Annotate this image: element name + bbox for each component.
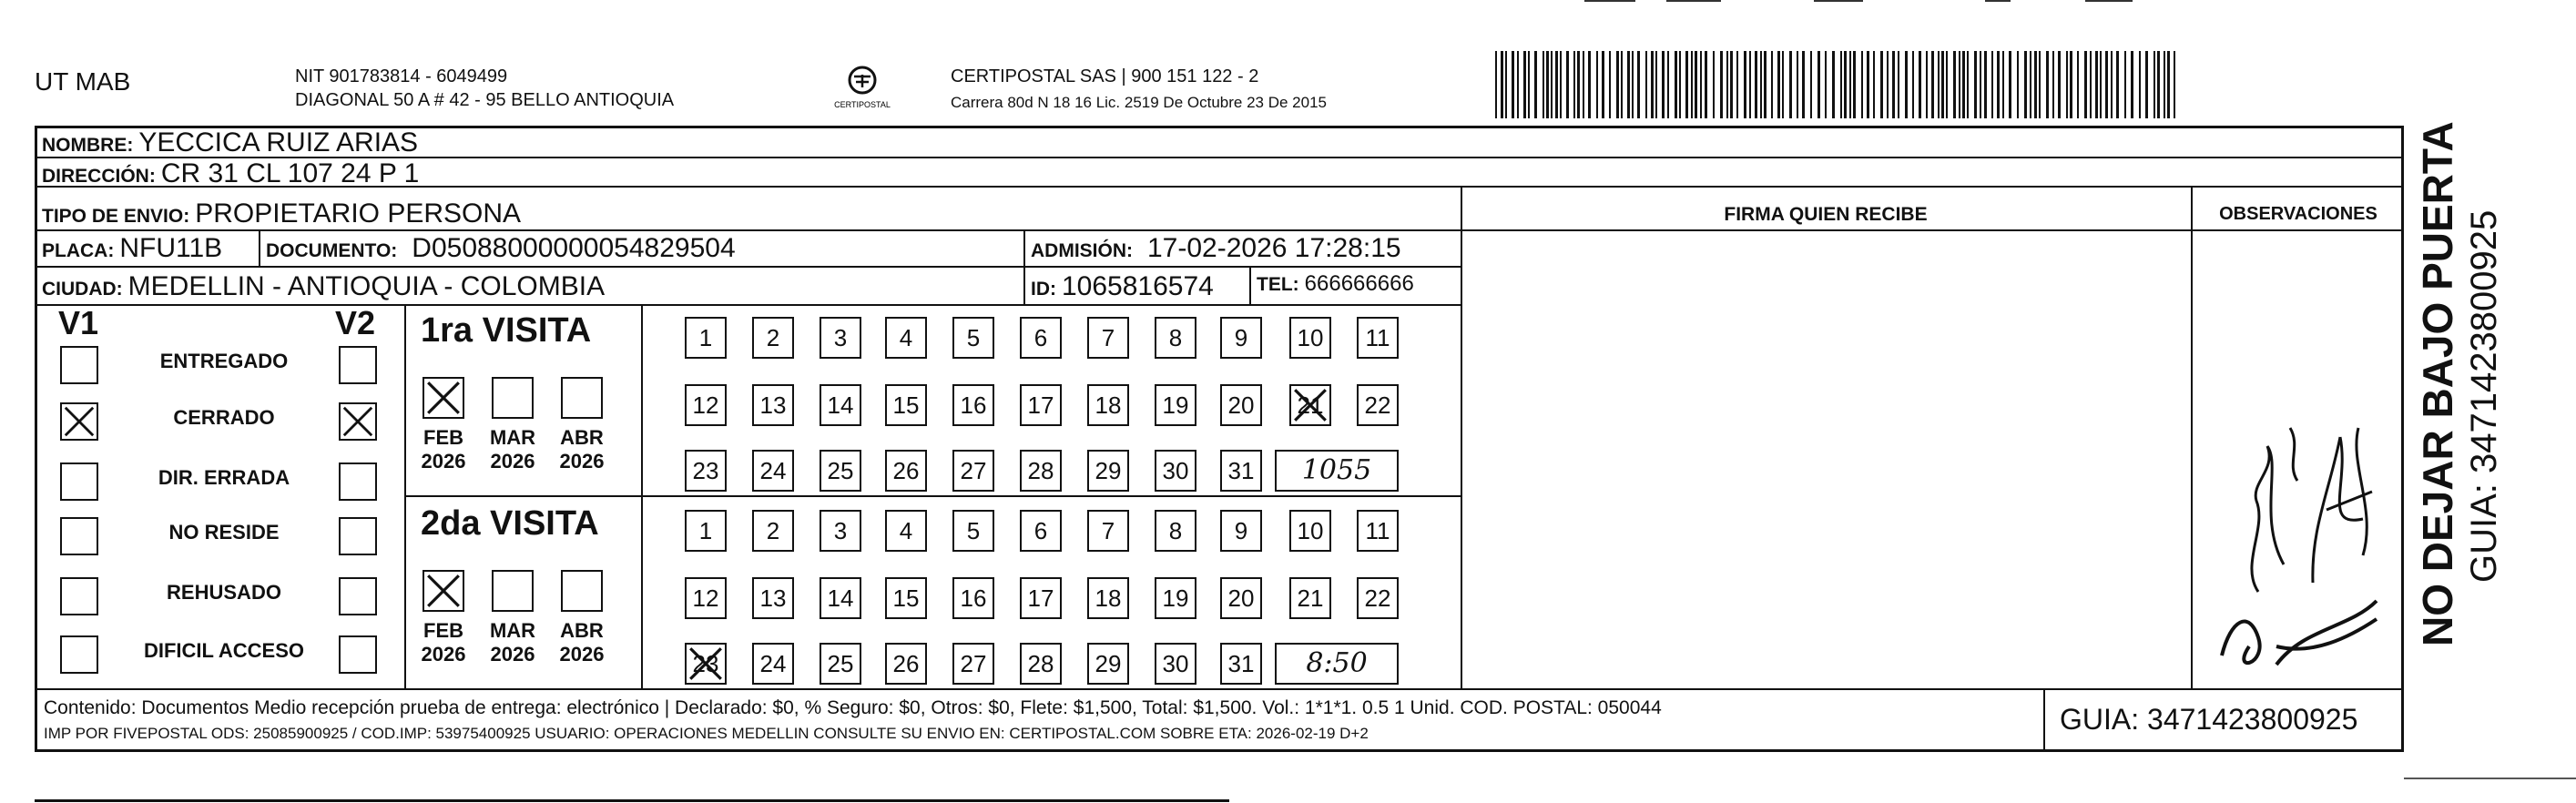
day-box[interactable]: 20 [1220, 384, 1262, 426]
time-box[interactable]: 1055 [1275, 450, 1399, 492]
day-box[interactable]: 22 [1357, 384, 1399, 426]
month-label [412, 426, 475, 473]
barcode-bar [1627, 51, 1630, 118]
v2-label: V2 [335, 304, 376, 341]
bottom-line [2404, 778, 2576, 779]
month-name: FEB [423, 619, 463, 642]
barcode-bar [1616, 51, 1619, 118]
barcode-bar [1695, 51, 1697, 118]
barcode-bar [1861, 51, 1863, 118]
barcode-bar [1523, 51, 1526, 118]
month-checkbox[interactable] [423, 377, 464, 419]
tipo-envio-label: TIPO DE ENVIO: [42, 206, 190, 227]
barcode-bar [1946, 51, 1948, 118]
barcode-bar [2009, 51, 2011, 118]
day-box[interactable]: 9 [1220, 510, 1262, 552]
barcode-bar [1984, 51, 1987, 118]
month-year: 2026 [421, 643, 466, 666]
barcode-bar [1495, 51, 1497, 118]
col-divider [2043, 688, 2045, 752]
day-box[interactable]: 30 [1155, 643, 1196, 685]
barcode-bar [1760, 51, 1762, 118]
barcode-bar [1938, 51, 1940, 118]
barcode-bar [1528, 51, 1530, 118]
barcode-bar [1912, 51, 1914, 118]
day-box[interactable]: 18 [1087, 384, 1129, 426]
v2-checkbox[interactable] [339, 577, 377, 615]
col-divider [2191, 186, 2193, 688]
month-checkbox[interactable] [492, 570, 534, 612]
month-label [481, 426, 545, 473]
status-label: NO RESIDE [168, 521, 280, 544]
day-box[interactable]: 21 [1289, 384, 1331, 426]
day-box[interactable]: 2 [752, 317, 794, 359]
placa-value: NFU11B [119, 233, 223, 263]
v2-checkbox[interactable] [339, 346, 377, 384]
barcode-bar [1651, 51, 1654, 118]
barcode-bar [1501, 51, 1503, 118]
barcode-bar [1919, 51, 1921, 118]
barcode-bar [1609, 51, 1611, 118]
month-year: 2026 [559, 643, 605, 666]
tipo-envio-value: PROPIETARIO PERSONA [195, 198, 522, 229]
barcode-bar [2164, 51, 2165, 118]
id-row [1031, 271, 1214, 302]
barcode-bar [1596, 51, 1598, 118]
barcode-bar [1505, 51, 1507, 118]
day-box[interactable]: 24 [752, 643, 794, 685]
top-mark [2085, 0, 2133, 2]
day-box[interactable]: 16 [952, 384, 994, 426]
barcode-bar [1974, 51, 1977, 118]
barcode-bar [1782, 51, 1784, 118]
tel-label: TEL: [1257, 274, 1299, 295]
day-box[interactable]: 14 [820, 577, 861, 619]
month-name: ABR [560, 619, 604, 642]
footer-guia: GUIA: 3471423800925 [2060, 703, 2358, 736]
day-box[interactable]: 15 [885, 384, 927, 426]
day-box[interactable]: 28 [1020, 450, 1062, 492]
day-box[interactable]: 27 [952, 450, 994, 492]
documento-value: D05088000000054829504 [412, 233, 736, 263]
v1-checkbox[interactable] [60, 346, 98, 384]
barcode-bar [1577, 51, 1580, 118]
barcode-bar [2058, 51, 2061, 118]
barcode-bar [1632, 51, 1634, 118]
tel-value: 666666666 [1304, 271, 1414, 296]
cross-mark-icon [424, 572, 463, 610]
barcode-bar [1931, 51, 1934, 118]
barcode-bar [1771, 51, 1773, 118]
day-box[interactable]: 3 [820, 510, 861, 552]
barcode-bar [1749, 51, 1751, 118]
barcode-bar [1662, 51, 1665, 118]
barcode-bar [2024, 51, 2027, 118]
id-value: 1065816574 [1062, 271, 1214, 301]
logo-text: CERTIPOSTAL [834, 100, 891, 109]
barcode-bar [1555, 51, 1558, 118]
barcode-bar [1905, 51, 1908, 118]
day-box[interactable]: 1 [685, 317, 727, 359]
admision-value: 17-02-2026 17:28:15 [1147, 233, 1401, 263]
top-mark [1985, 0, 2011, 2]
side-guia: GUIA: 3471423800925 [2464, 209, 2504, 583]
day-box[interactable]: 31 [1220, 643, 1262, 685]
direccion-label: DIRECCIÓN: [42, 166, 156, 187]
barcode-bar [2157, 51, 2160, 118]
day-box[interactable]: 7 [1087, 317, 1129, 359]
barcode-bar [1705, 51, 1707, 118]
day-box[interactable]: 6 [1020, 510, 1062, 552]
v2-checkbox[interactable] [339, 402, 377, 441]
v1-checkbox[interactable] [60, 577, 98, 615]
day-box[interactable]: 18 [1087, 577, 1129, 619]
bottom-line [35, 799, 1229, 802]
top-mark [1814, 0, 1863, 2]
day-box[interactable]: 6 [1020, 317, 1062, 359]
barcode-bar [1691, 51, 1693, 118]
barcode-bar [2105, 51, 2108, 118]
month-year: 2026 [490, 643, 535, 666]
day-box[interactable]: 28 [1020, 643, 1062, 685]
day-box[interactable]: 23 [685, 450, 727, 492]
barcode-bar [2052, 51, 2054, 118]
barcode-bar [1546, 51, 1549, 118]
barcode-bar [2084, 51, 2087, 118]
tel-row [1257, 271, 1414, 297]
barcode-bar [1777, 51, 1780, 118]
month-year: 2026 [559, 450, 605, 473]
status-label: CERRADO [173, 406, 275, 429]
day-box[interactable]: 11 [1357, 510, 1399, 552]
day-box[interactable]: 17 [1020, 384, 1062, 426]
nombre-value: YECCICA RUIZ ARIAS [138, 127, 419, 158]
ciudad-row [42, 271, 605, 302]
day-box[interactable]: 13 [752, 577, 794, 619]
barcode-bar [1991, 51, 1993, 118]
day-box[interactable]: 4 [885, 317, 927, 359]
barcode-bar [2090, 51, 2092, 118]
barcode-bar [1736, 51, 1738, 118]
day-box[interactable]: 21 [1289, 577, 1331, 619]
day-box[interactable]: 29 [1087, 450, 1129, 492]
barcode-bar [1926, 51, 1928, 118]
sender-name: UT MAB [35, 67, 131, 96]
barcode-bar [1713, 51, 1715, 118]
day-box[interactable]: 31 [1220, 450, 1262, 492]
status-label: ENTREGADO [159, 350, 289, 372]
observaciones-handwriting [2204, 382, 2395, 683]
barcode-bar [1679, 51, 1681, 118]
cross-mark-icon [1291, 386, 1329, 424]
visit-title: 1ra VISITA [421, 311, 592, 350]
col-divider [259, 229, 260, 266]
barcode-bar [2002, 51, 2004, 118]
day-box[interactable]: 19 [1155, 384, 1196, 426]
day-box[interactable]: 3 [820, 317, 861, 359]
day-box[interactable]: 11 [1357, 317, 1399, 359]
v1-checkbox[interactable] [60, 462, 98, 501]
v2-checkbox[interactable] [339, 517, 377, 555]
sender-address: DIAGONAL 50 A # 42 - 95 BELLO ANTIOQUIA [295, 90, 675, 110]
barcode-bar [1543, 51, 1544, 118]
barcode-bar [1892, 51, 1895, 118]
v1-checkbox[interactable] [60, 402, 98, 441]
barcode-bar [1953, 51, 1956, 118]
barcode-bar [2145, 51, 2148, 118]
barcode-bar [2034, 51, 2037, 118]
day-box[interactable]: 10 [1289, 510, 1331, 552]
v2-checkbox[interactable] [339, 635, 377, 674]
month-label [481, 619, 545, 666]
cross-mark-icon [424, 379, 463, 417]
barcode-bar [2116, 51, 2119, 118]
day-box[interactable]: 29 [1087, 643, 1129, 685]
day-box[interactable]: 13 [752, 384, 794, 426]
status-label: DIR. ERRADA [158, 466, 290, 489]
day-box[interactable]: 8 [1155, 317, 1196, 359]
barcode-bar [1887, 51, 1889, 118]
barcode-bar [1810, 51, 1812, 118]
month-checkbox[interactable] [561, 377, 603, 419]
barcode-bar [1980, 51, 1981, 118]
barcode-bar [1832, 51, 1835, 118]
month-checkbox[interactable] [423, 570, 464, 612]
barcode-bar [1941, 51, 1944, 118]
admision-row [1031, 233, 1401, 264]
day-box[interactable]: 25 [820, 643, 861, 685]
documento-label: DOCUMENTO: [266, 240, 398, 261]
barcode-bar [1512, 51, 1514, 118]
top-mark [1666, 0, 1721, 2]
col-divider [1461, 186, 1462, 688]
barcode-bar [1517, 51, 1519, 118]
placa-label: PLACA: [42, 240, 115, 261]
barcode-bar [2077, 51, 2079, 118]
barcode-bar [1997, 51, 2000, 118]
day-box[interactable]: 7 [1087, 510, 1129, 552]
v1-checkbox[interactable] [60, 635, 98, 674]
barcode-bar [2131, 51, 2133, 118]
day-box[interactable]: 15 [885, 577, 927, 619]
month-name: ABR [560, 426, 604, 449]
month-label [412, 619, 475, 666]
barcode-bar [1667, 51, 1669, 118]
day-box[interactable]: 10 [1289, 317, 1331, 359]
day-box[interactable]: 23 [685, 643, 727, 685]
barcode-bar [2111, 51, 2113, 118]
side-warning: NO DEJAR BAJO PUERTA [2414, 121, 2461, 646]
col-divider [1023, 229, 1025, 304]
barcode-bar [1797, 51, 1798, 118]
barcode-bar [1802, 51, 1805, 118]
barcode-bar [1726, 51, 1728, 118]
cross-mark-icon [687, 645, 725, 683]
id-label: ID: [1031, 279, 1056, 300]
barcode-bar [2066, 51, 2068, 118]
footer-line2: IMP POR FIVEPOSTAL ODS: 25085900925 / COD.IMP: 53975400925 USUARIO: OPERACIONES MEDELLIN CONSULTE SU ENVIO EN: CERTIPOSTAL.COM SOBRE ETA: 2026-02-19 D+2 [44, 725, 1369, 742]
barcode-bar [2017, 51, 2019, 118]
day-box[interactable]: 17 [1020, 577, 1062, 619]
barcode-bar [1621, 51, 1623, 118]
month-year: 2026 [421, 450, 466, 473]
v1-checkbox[interactable] [60, 517, 98, 555]
visit-title: 2da VISITA [421, 504, 599, 543]
tipo-envio-row [42, 198, 521, 229]
barcode-bar [1849, 51, 1851, 118]
barcode-bar [1817, 51, 1820, 118]
barcode-bar [1853, 51, 1856, 118]
barcode-bar [1755, 51, 1757, 118]
month-checkbox[interactable] [561, 570, 603, 612]
footer-line1: Contenido: Documentos Medio recepción prueba de entrega: electrónico | Declarado: $0, % Seguro: $0, Otros: $0, Flete: $1,500, Total: $1,500. Vol.: 1*1*1. 0.5 1 Unid. COD. POSTAL: 050044 [44, 697, 1662, 718]
footer-divider [35, 688, 2404, 690]
month-label [550, 619, 614, 666]
barcode-bar [2139, 51, 2141, 118]
v1-label: V1 [58, 304, 99, 341]
day-box[interactable]: 25 [820, 450, 861, 492]
barcode-bar [1744, 51, 1746, 118]
day-box[interactable]: 12 [685, 384, 727, 426]
day-box[interactable]: 16 [952, 577, 994, 619]
day-box[interactable]: 12 [685, 577, 727, 619]
barcode [1495, 51, 2178, 118]
barcode-bar [1602, 51, 1604, 118]
cross-mark-icon [62, 404, 97, 439]
barcode-bar [1844, 51, 1847, 118]
day-box[interactable]: 30 [1155, 450, 1196, 492]
ciudad-value: MEDELLIN - ANTIOQUIA - COLOMBIA [127, 271, 606, 301]
month-checkbox[interactable] [492, 377, 534, 419]
ciudad-label: CIUDAD: [42, 279, 123, 300]
month-name: MAR [489, 426, 536, 449]
barcode-bar [1730, 51, 1733, 118]
barcode-bar [1700, 51, 1702, 118]
barcode-bar [2046, 51, 2049, 118]
day-box[interactable]: 14 [820, 384, 861, 426]
day-box[interactable]: 19 [1155, 577, 1196, 619]
barcode-bar [1764, 51, 1767, 118]
barcode-bar [1560, 51, 1562, 118]
top-mark [1584, 0, 1635, 2]
visit-divider [404, 495, 1462, 497]
month-name: MAR [489, 619, 536, 642]
barcode-bar [2030, 51, 2031, 118]
status-label: REHUSADO [167, 581, 281, 604]
barcode-bar [1962, 51, 1965, 118]
month-label [550, 426, 614, 473]
col-divider [1249, 266, 1251, 304]
day-box[interactable]: 2 [752, 510, 794, 552]
barcode-bar [1840, 51, 1842, 118]
day-box[interactable]: 27 [952, 643, 994, 685]
day-box[interactable]: 20 [1220, 577, 1262, 619]
barcode-bar [1873, 51, 1875, 118]
carrier-name: CERTIPOSTAL SAS | 900 151 122 - 2 [951, 66, 1259, 86]
v2-checkbox[interactable] [339, 462, 377, 501]
day-box[interactable]: 5 [952, 317, 994, 359]
barcode-bar [1685, 51, 1688, 118]
day-box[interactable]: 5 [952, 510, 994, 552]
day-box[interactable]: 26 [885, 450, 927, 492]
nombre-label: NOMBRE: [42, 135, 134, 156]
barcode-bar [2100, 51, 2102, 118]
barcode-bar [1967, 51, 1969, 118]
day-box[interactable]: 1 [685, 510, 727, 552]
sender-nit: NIT 901783814 - 6049499 [295, 66, 508, 86]
day-box[interactable]: 24 [752, 450, 794, 492]
barcode-bar [1825, 51, 1827, 118]
barcode-bar [2167, 51, 2170, 118]
barcode-bar [1898, 51, 1899, 118]
day-box[interactable]: 26 [885, 643, 927, 685]
barcode-bar [1534, 51, 1537, 118]
barcode-bar [2039, 51, 2041, 118]
day-box[interactable]: 9 [1220, 317, 1262, 359]
barcode-bar [1867, 51, 1869, 118]
barcode-bar [1720, 51, 1723, 118]
barcode-bar [1675, 51, 1677, 118]
row-divider [35, 266, 1462, 268]
day-box[interactable]: 8 [1155, 510, 1196, 552]
month-name: FEB [423, 426, 463, 449]
barcode-bar [2124, 51, 2126, 118]
barcode-bar [1637, 51, 1640, 118]
carrier-logo [830, 62, 894, 113]
nombre-row [42, 127, 418, 158]
time-box[interactable]: 8:50 [1275, 643, 1399, 685]
firma-label: FIRMA QUIEN RECIBE [1724, 204, 1928, 225]
barcode-bar [1789, 51, 1792, 118]
barcode-bar [2153, 51, 2155, 118]
row-divider [35, 304, 1462, 306]
direccion-row [42, 158, 419, 189]
direccion-value: CR 31 CL 107 24 P 1 [160, 158, 420, 188]
observaciones-label: OBSERVACIONES [2219, 204, 2377, 224]
placa-row [42, 233, 222, 264]
row-divider [35, 229, 2404, 231]
admision-label: ADMISIÓN: [1031, 240, 1133, 261]
day-box[interactable]: 22 [1357, 577, 1399, 619]
barcode-bar [1880, 51, 1883, 118]
carrier-license: Carrera 80d N 18 16 Lic. 2519 De Octubre 23 De 2015 [951, 94, 1327, 111]
barcode-bar [1573, 51, 1575, 118]
cross-mark-icon [341, 404, 375, 439]
barcode-bar [1655, 51, 1657, 118]
documento-row [266, 233, 736, 264]
barcode-bar [1588, 51, 1591, 118]
barcode-bar [1566, 51, 1569, 118]
barcode-bar [1959, 51, 1960, 118]
status-label: DIFICIL ACCESO [143, 639, 304, 662]
barcode-bar [1645, 51, 1647, 118]
barcode-bar [2174, 51, 2175, 118]
day-box[interactable]: 4 [885, 510, 927, 552]
barcode-bar [2070, 51, 2072, 118]
barcode-bar [1583, 51, 1584, 118]
barcode-bar [1551, 51, 1553, 118]
month-year: 2026 [490, 450, 535, 473]
barcode-bar [2095, 51, 2098, 118]
